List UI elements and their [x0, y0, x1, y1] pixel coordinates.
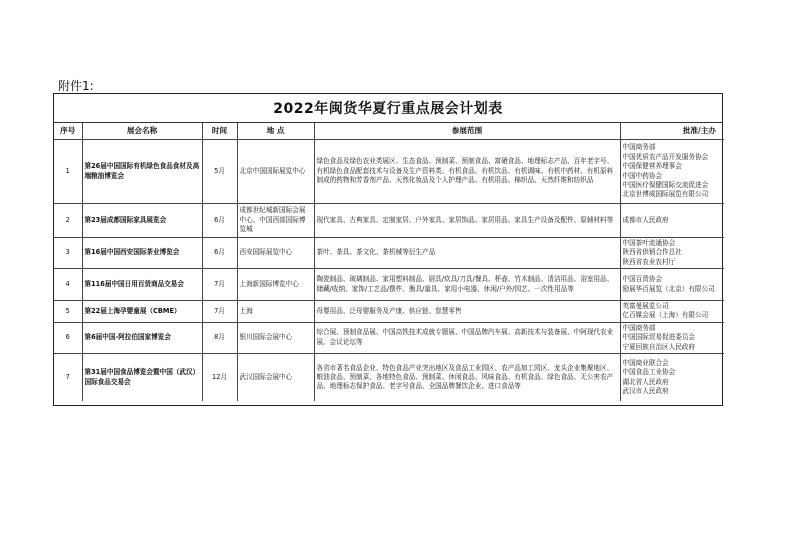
organizer-name: 陕西省供销合作总社: [622, 248, 682, 257]
header-name: 展会名称: [82, 123, 202, 140]
organizer-name: 北京世博威国际展览有限公司: [622, 190, 709, 199]
exhibition-scope: 综合展、预制食品展、中国高铁技术成就专题展、中国品牌汽车展、高新技术与装备展、中阿现代农业展、会议论坛等: [314, 322, 620, 353]
organizer-name: 宁夏回族自治区人民政府: [622, 342, 696, 351]
organizer-cell: [620, 301, 724, 323]
exhibition-time: 7月: [202, 269, 237, 301]
organizer-cell: [620, 269, 724, 301]
exhibition-scope: 母婴用品、泛母婴服务及产康、供应链、智慧零售: [314, 301, 620, 323]
organizer-cell: [620, 322, 724, 353]
exhibition-name: 第116届中国日用百货商品交易会: [82, 269, 202, 301]
organizer-name: 英富曼展览公司: [622, 302, 669, 311]
header-organizer: 批准/主办: [620, 123, 724, 140]
exhibition-name: 第31届中国食品博览会暨中国（武汉）国际食品交易会: [82, 353, 202, 401]
organizer-name: 陕西省农业农村厅: [622, 257, 676, 266]
organizer-name: 中国中药协会: [622, 171, 663, 180]
attachment-label: 附件1:: [58, 79, 94, 93]
exhibition-name: 第16届中国西安国际茶业博览会: [82, 238, 202, 269]
row-number: 6: [54, 322, 82, 353]
exhibition-time: 6月: [202, 238, 237, 269]
row-number: 7: [54, 353, 82, 401]
table-row: [54, 301, 724, 323]
organizer-cell: [620, 140, 724, 204]
organizer-cell: [620, 238, 724, 269]
exhibition-time: 12月: [202, 353, 237, 401]
organizer-name: 中国商务部: [622, 323, 656, 332]
organizer-name: 中国百货协会: [622, 275, 663, 284]
organizer-name: 中国商业联合会: [622, 358, 669, 367]
exhibition-name: 第22届上海孕婴童展（CBME）: [82, 301, 202, 323]
organizer-name: 中国保健营养理事会: [622, 162, 682, 171]
table-row: [54, 238, 724, 269]
exhibition-place: 银川国际会展中心: [237, 322, 314, 353]
organizer-cell: [620, 204, 724, 238]
exhibition-name: 第26届中国国际有机绿色食品食材及高端粮油博览会: [82, 140, 202, 204]
exhibition-place: 武汉国际会展中心: [237, 353, 314, 401]
exhibition-place: 上海: [237, 301, 314, 323]
organizer-name: 湖北省人民政府: [622, 377, 669, 386]
table-row: [54, 204, 724, 238]
exhibition-place: 北京中国国际展览中心: [237, 140, 314, 204]
exhibition-plan-table: [53, 93, 723, 406]
exhibition-time: 7月: [202, 301, 237, 323]
table-row: [54, 322, 724, 353]
row-number: 3: [54, 238, 82, 269]
organizer-name: 中国茶叶流通协会: [622, 239, 676, 247]
organizer-name: 成都市人民政府: [622, 215, 669, 224]
exhibition-scope: 现代家具、古典家具、定制家居、户外家具、家居饰品、家居用品、家具生产设备及配件、原辅材料等: [314, 204, 620, 238]
organizer-name: 中国商务部: [622, 143, 656, 152]
exhibition-scope: 茶叶、茶具、茶文化、茶机械等衍生产品: [314, 238, 620, 269]
exhibition-place: 上海新国际博览中心: [237, 269, 314, 301]
table-title: 2022年闽货华夏行重点展会计划表: [54, 94, 722, 123]
exhibition-scope: 绿色食品及绿色农业类展区、生态食品、预制菜、预制食品、富硒食品、地理标志产品、百年老字号、有机绿色食品配套技术与设备及生产资料类、有机食品、有机饮品、有机调味、有机中药材、有机原料制成的药物和芳香剂产品、天然化妆品及个人护理产品、有机用品、棉织品、天然纤维和纺织品: [314, 140, 620, 204]
exhibition-place: 成都世纪城新国际会展中心、中国西部国际博览城: [237, 204, 314, 238]
row-number: 5: [54, 301, 82, 323]
organizer-name: 中国医疗保健国际交流促进会: [622, 180, 709, 189]
exhibition-scope: 陶瓷制品、玻璃制品、家用塑料制品、厨具/炊具/刀具/餐具、杯壶、竹木制品、清洁用品、浴室用品、储藏/收纳、家饰/工艺品/摆件、衡具/量具、家用小电器、休闲/户外/园艺、一次性用品等: [314, 269, 620, 301]
organizer-name: 励展华百展览（北京）有限公司: [622, 284, 715, 293]
exhibition-scope: 各省市著名食品企业、特色食品产业突出地区及食品工业园区、农产品加工园区、龙头企业集聚地区、粮油食品、预制菜、各地特色食品、预制菜、休闲食品、风味食品、有机食品、绿色食品、无公害农产品、地理标志保护食品、老字号食品、全国品牌餐饮企业、进口食品等: [314, 353, 620, 401]
row-number: 2: [54, 204, 82, 238]
table-row: [54, 269, 724, 301]
exhibition-time: 6月: [202, 204, 237, 238]
organizer-name: 武汉市人民政府: [622, 386, 669, 395]
row-number: 1: [54, 140, 82, 204]
table-row: [54, 140, 724, 204]
organizer-name: 中国优质农产品开发服务协会: [622, 152, 709, 161]
exhibition-name: 第6届中国-阿拉伯国家博览会: [82, 322, 202, 353]
plan-table: [54, 123, 724, 401]
exhibition-time: 8月: [202, 322, 237, 353]
organizer-name: 中国食品工业协会: [622, 368, 676, 377]
header-place: 地 点: [237, 123, 314, 140]
exhibition-name: 第23届成都国际家具展览会: [82, 204, 202, 238]
organizer-name: 亿百媒会展（上海）有限公司: [622, 311, 709, 320]
header-no: 序号: [54, 123, 82, 140]
exhibition-place: 西安国际展览中心: [237, 238, 314, 269]
header-scope: 参展范围: [314, 123, 620, 140]
header-row: [54, 123, 724, 140]
organizer-cell: [620, 353, 724, 401]
row-number: 4: [54, 269, 82, 301]
exhibition-time: 5月: [202, 140, 237, 204]
organizer-name: 中国国际贸易促进委员会: [622, 333, 696, 342]
header-time: 时间: [202, 123, 237, 140]
table-row: [54, 353, 724, 401]
